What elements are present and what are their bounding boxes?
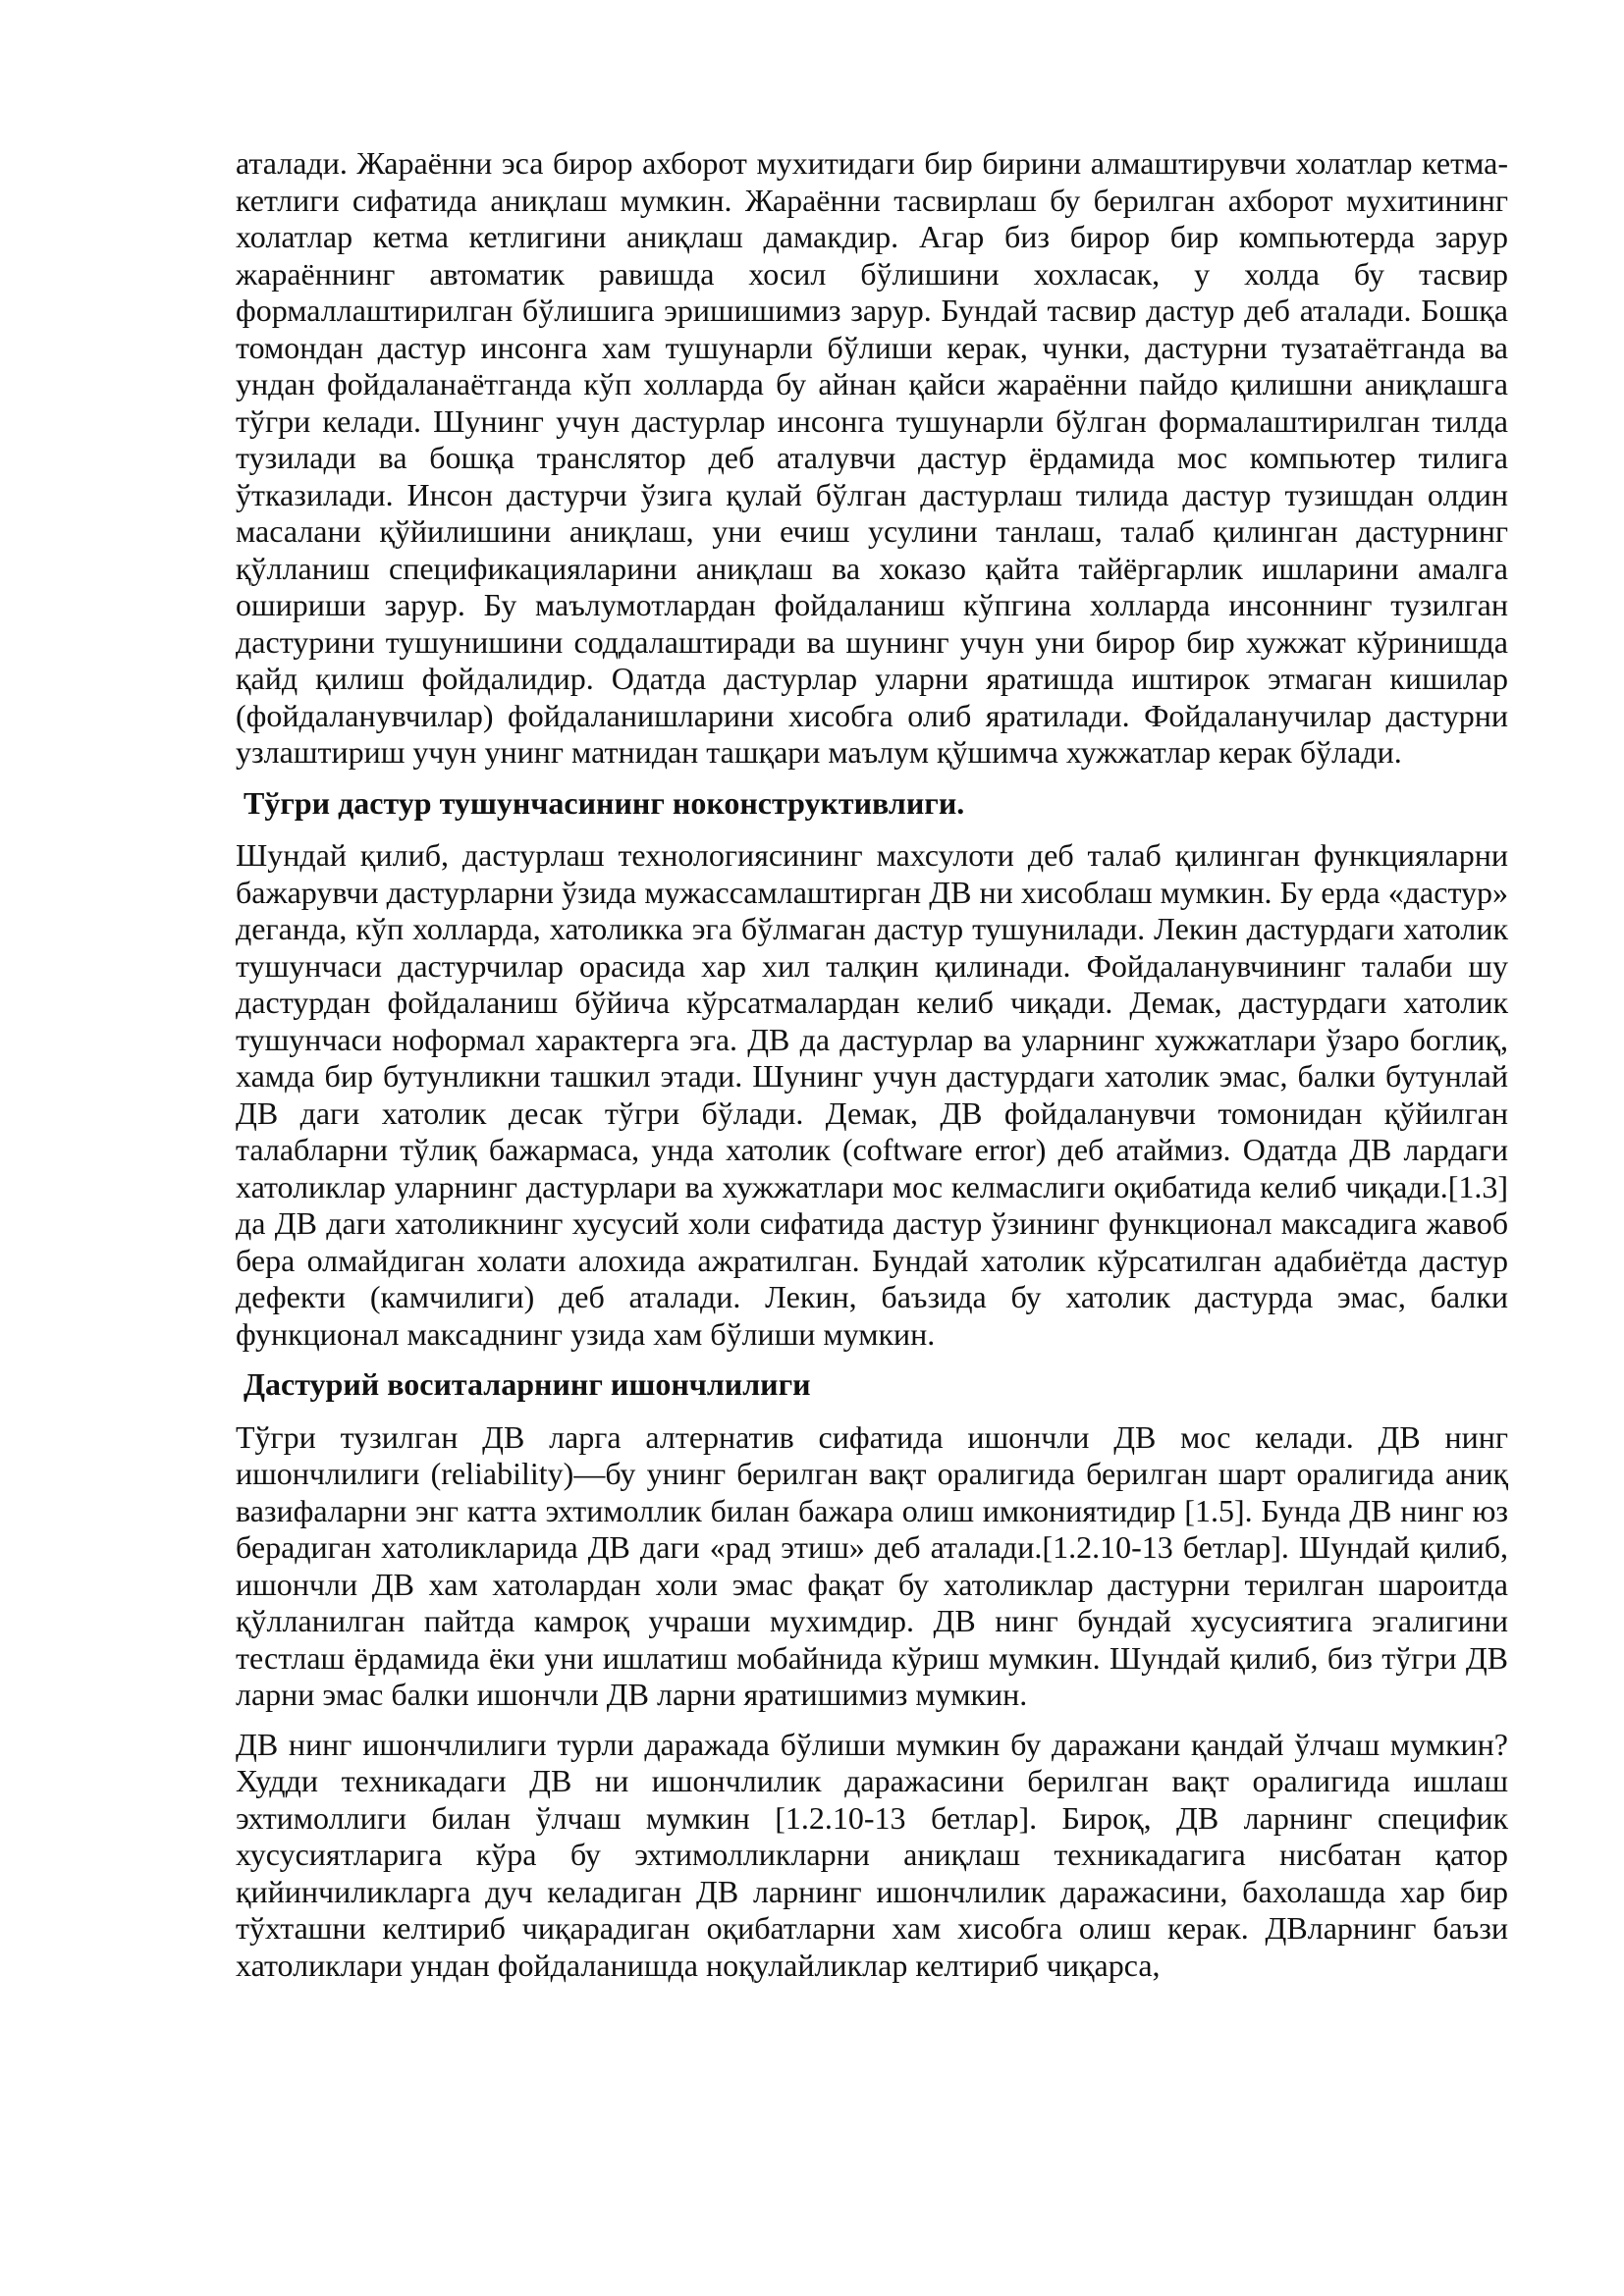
paragraph-reliability-measure: ДВ нинг ишончлилиги турли даражада бўлиши мумкин бу даражани қандай ўлчаш мумкин? Худди техникадаги ДВ ни ишончлилик даражасини берилган вақт оралигида ишлаш эхтимоллиги билан ўлчаш мумкин [1.2.10-13 бетлар]. Бироқ, ДВ ларнинг специфик хусусиятларига кўра бу эхтимолликларни аниқлаш техникадагига нисбатан қатор қийинчиликларга дуч келадиган ДВ ларнинг ишончлилик даражасини, бахолашда хар бир тўхташни келтириб чиқарадиган оқибатларни хам хисобга олиш керак. ДВларнинг баъзи хатоликлари ундан фойдаланишда ноқулайликлар келтириб чиқарса, <box>236 1726 1508 1983</box>
paragraph-intro: аталади. Жараённи эса бирор ахборот мухитидаги бир бирини алмаштирувчи холатлар кетма-кетлиги сифатида аниқлаш мумкин. Жараённи тасвирлаш бу берилган ахборот мухитининг холатлар кетма кетлигини аниқлаш дамакдир. Агар биз бирор бир компьютерда зарур жараённинг автоматик равишда хосил бўлишини хохласак, у холда бу тасвир формаллаштирилган бўлишига эришишимиз зарур. Бундай тасвир дастур деб аталади. Бошқа томондан дастур инсонга хам тушунарли бўлиши керак, чунки, дастурни тузатаётганда ва ундан фойдаланаётганда кўп холларда бу айнан қайси жараённи пайдо қилишни аниқлашга тўгри келади. Шунинг учун дастурлар инсонга тушунарли бўлган формалаштирилган тилда тузилади ва бошқа транслятор деб аталувчи дастур ёрдамида мос компьютер тилига ўтказилади. Инсон дастурчи ўзига қулай бўлган дастурлаш тилида дастур тузишдан олдин масалани қўйилишини аниқлаш, уни ечиш усулини танлаш, талаб қилинган дастурнинг қўлланиш спецификацияларини аниқлаш ва хоказо қайта тайёргарлик ишларини амалга ошириши зарур. Бу маълумотлардан фойдаланиш кўпгина холларда инсоннинг тузилган дастурини тушунишини соддалаштиради ва шунинг учун уни бирор бир хужжат кўринишда қайд қилиш фойдалидир. Одатда дастурлар уларни яратишда иштирок этмаган кишилар (фойдаланувчилар) фойдаланишларини хисобга олиб яратилади. Фойдаланучилар дастурни узлаштириш учун унинг матнидан ташқари маълум қўшимча хужжатлар керак бўлади. <box>236 145 1508 770</box>
heading-reliability: Дастурий воситаларнинг ишончлилиги <box>244 1366 811 1402</box>
paragraph-program-errors: Шундай қилиб, дастурлаш технологиясининг махсулоти деб талаб қилинган функцияларни бажарувчи дастурларни ўзида мужассамлаштирган ДВ ни хисоблаш мумкин. Бу ерда «дастур» деганда, кўп холларда, хатоликка эга бўлмаган дастур тушунилади. Лекин дастурдаги хатолик тушунчаси дастурчилар орасида хар хил талқин қилинади. Фойдаланувчининг талаби шу дастурдан фойдаланиш бўйича кўрсатмалардан келиб чиқади. Демак, дастурдаги хатолик тушунчаси нoформал характерга эга. ДВ да дастурлар ва уларнинг хужжатлари ўзаро боглиқ, хамда бир бутунликни ташкил этади. Шунинг учун дастурдаги хатолик эмас, балки бутунлай ДВ даги хатолик десак тўгри бўлади. Демак, ДВ фойдаланувчи томонидан қўйилган талабларни тўлиқ бажармаса, унда хатолик (coftware error) деб атаймиз. Одатда ДВ лардаги хатоликлар уларнинг дастурлари ва хужжатлари мос келмаслиги оқибатида келиб чиқади.[1.3] да ДВ даги хатоликнинг хусусий холи сифатида дастур ўзининг функционал максадига жавоб бера олмайдиган холати алохида ажратилган. Бундай хатолик кўрсатилган адабиётда дастур дефекти (камчилиги) деб аталади. Лекин, баъзида бу хатолик дастурда эмас, балки функционал максаднинг узида хам бўлиши мумкин. <box>236 837 1508 1352</box>
paragraph-reliability: Тўгри тузилган ДВ ларга алтернатив сифатида ишончли ДВ мос келади. ДВ нинг ишончлилиги (reliability)—бу унинг берилган вақт оралигида берилган шарт оралигида аниқ вазифаларни энг катта эхтимоллик билан бажара олиш имкониятидир [1.5]. Бунда ДВ нинг юз берадиган хатоликларида ДВ даги «рад этиш» деб аталади.[1.2.10-13 бетлар]. Шундай қилиб, ишончли ДВ хам хатолардан холи эмас фақат бу хатоликлар дастурни терилган шароитда қўлланилган пайтда камроқ учраши мухимдир. ДВ нинг бундай хусусиятига эгалигини тестлаш ёрдамида ёки уни ишлатиш мобайнида кўриш мумкин. Шундай қилиб, биз тўгри ДВ ларни эмас балки ишончли ДВ ларни яратишимиз мумкин. <box>236 1418 1508 1712</box>
heading-correct-program: Тўгри дастур тушунчасининг ноконструктивлиги. <box>244 784 965 821</box>
document-page <box>236 145 1508 1984</box>
